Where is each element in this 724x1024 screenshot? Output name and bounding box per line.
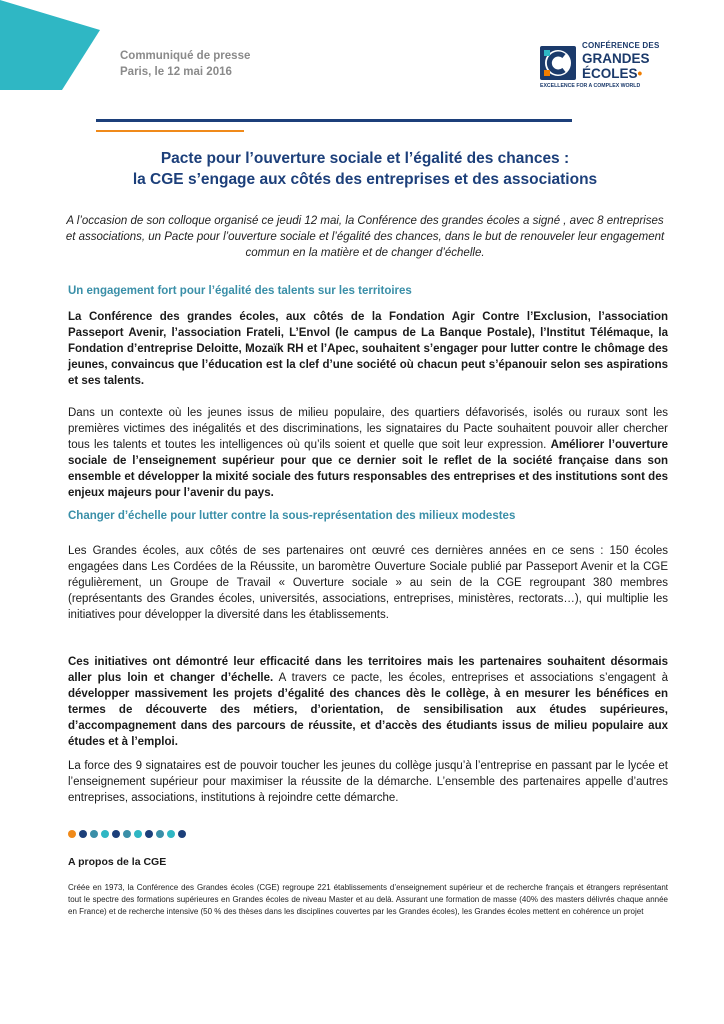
logo-line3: ÉCOLES• [582,65,643,81]
dot-0 [68,830,76,838]
dot-10 [178,830,186,838]
decorative-dots [68,830,186,838]
about-title: A propos de la CGE [68,856,167,868]
dot-9 [167,830,175,838]
dot-2 [90,830,98,838]
header-meta [120,48,250,80]
dot-5 [123,830,131,838]
section1-title: Un engagement fort pour l’égalité des talents sur les territoires [68,285,412,297]
dot-4 [112,830,120,838]
dot-3 [101,830,109,838]
logo-wordmark [582,42,659,80]
section2-title: Changer d’échelle pour lutter contre la sous-représentation des milieux modestes [68,510,516,522]
section2-paragraph3: La force des 9 signataires est de pouvoir toucher les jeunes du collège jusqu’à l’entreprise en passant par le lycée et l’enseignement supérieur pour maximiser la réussite de la démarche. L’ensemble des partenaires appelle d’autres entreprises, associations, institutions à rejoindre cette démarche. [68,760,668,804]
cge-logo [538,40,668,92]
header-rule-orange [96,130,244,132]
corner-decoration [0,0,110,90]
section1-paragraph1: La Conférence des grandes écoles, aux côtés de la Fondation Agir Contre l’Exclusion, l’association Passeport Avenir, l’association Frateli, L’Envol (le campus de La Banque Postale), l’Institut Télémaque, la Fondation d’entreprise Deloitte, Mozaïk RH et l’Apec, souhaitent s’engager pour lutter contre le chômage des jeunes, convaincus que l’éducation est la clef d’une société où chacun peut s’épanouir selon ses aspirations et ses talents. [68,311,668,387]
press-release-label: Communiqué de presse [120,50,251,62]
logo-tagline: EXCELLENCE FOR A COMPLEX WORLD [540,83,641,89]
dot-6 [134,830,142,838]
title-line2: la CGE s’engage aux côtés des entreprises et des associations [132,171,598,188]
dot-7 [145,830,153,838]
section2-paragraph1: Les Grandes écoles, aux côtés de ses partenaires ont œuvré ces dernières années en ce sens : 150 écoles engagées dans Les Cordées de la Réussite, un baromètre Ouverture Sociale publié par Passeport Avenir et la CGE régulièrement, un Groupe de Travail « Ouverture sociale » au sein de la CGE regroupant 380 membres (représentants des Grandes écoles, universités, associations, entreprises, ministères, rectorats…), qui multiplie les initiatives pour développer la diversité dans les établissements. [68,545,668,621]
intro-paragraph: A l’occasion de son colloque organisé ce jeudi 12 mai, la Conférence des grandes écoles a signé , avec 8 entreprises et associations, un Pacte pour l’ouverture sociale et l’égalité des chances, dans le but de renouveler leur engagement commun en la matière et de changer d’échelle. [65,215,665,259]
title-line1: Pacte pour l’ouverture sociale et l’égalité des chances : [160,150,570,167]
page-title [60,148,670,190]
section2-paragraph2: Ces initiatives ont démontré leur efficacité dans les territoires mais les partenaires souhaitent désormais aller plus loin et changer d’échelle. A travers ce pacte, les écoles, entreprises et associations s’engagent à développer massivement les projets d’égalité des chances dès le collège, à en mesurer les bénéfices en termes de découverte des métiers, d’orientation, de sensibilisation aux études supérieures, d’accompagnement dans des parcours de réussite, et d’accès des étudiants issus de milieu populaire aux études et à l’emploi. [68,656,668,748]
logo-line2: GRANDES [582,51,650,66]
section1-paragraph2: Dans un contexte où les jeunes issus de milieu populaire, des quartiers défavorisés, isolés ou ruraux sont les premières victimes des inégalités et des discriminations, les signataires du Pacte souhaitent pouvoir aller chercher tous les talents et toutes les intelligences où qu’ils soient et quelle que soit leur expression. Améliorer l’ouverture sociale de l’enseignement supérieur pour que ce dernier soit le reflet de la société française dans son ensemble et développer la mixité sociale des futurs responsables des entreprises et des institutions sont des enjeux majeurs pour l’avenir du pays. [68,407,668,499]
about-text: Créée en 1973, la Conférence des Grandes écoles (CGE) regroupe 221 établissements d’enseignement supérieur et de recherche français et étrangers représentant tout le spectre des formations supérieures en Grandes écoles de niveau Master et au delà. Assurant une formation de masse (40% des masters délivrés chaque année en France) et de recherche intensive (50 % des thèses dans les disciplines couvertes par les Grandes écoles), les Grandes écoles mettent en cohérence un projet [68,883,668,916]
dateline: Paris, le 12 mai 2016 [120,66,232,78]
dot-8 [156,830,164,838]
header-rule-blue [96,119,572,122]
logo-line1: CONFÉRENCE DES [582,41,660,50]
dot-1 [79,830,87,838]
cge-logo-mark-icon [538,42,582,84]
